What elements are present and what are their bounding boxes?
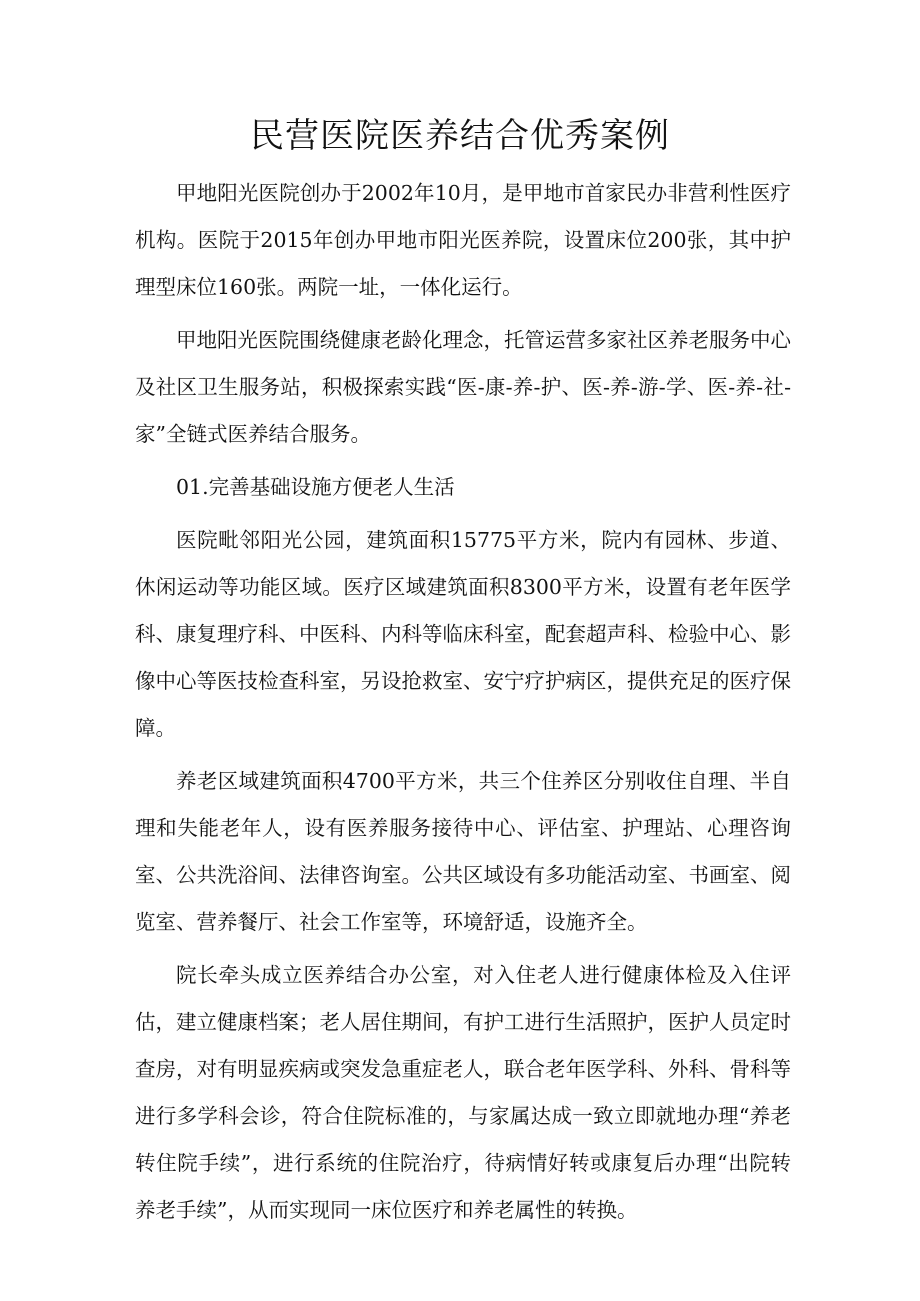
paragraph-elderly-area: 养老区域建筑面积4700平方米，共三个住养区分别收住自理、半自理和失能老年人，设有医养服务接待中心、评估室、护理站、心理咨询室、公共洗浴间、法律咨询室。公共区域设有多功能活动室、书画室、阅览室、营养餐厅、社会工作室等，环境舒适，设施齐全。 — [135, 769, 791, 934]
section-heading-01: 01.完善基础设施方便老人生活 — [176, 475, 455, 499]
paragraph-intro: 甲地阳光医院创办于2002年10月，是甲地市首家民办非营利性医疗机构。医院于2015年创办甲地市阳光医养院，设置床位200张，其中护理型床位160张。两院一址，一体化运行。 — [135, 181, 791, 299]
paragraph-services: 甲地阳光医院围绕健康老龄化理念，托管运营多家社区养老服务中心及社区卫生服务站，积极探索实践“医-康-养-护、医-养-游-学、医-养-社-家”全链式医养结合服务。 — [135, 328, 791, 446]
paragraph-office: 院长牵头成立医养结合办公室，对入住老人进行健康体检及入住评估，建立健康档案；老人居住期间，有护工进行生活照护，医护人员定时查房，对有明显疾病或突发急重症老人，联合老年医学科、外科、骨科等进行多学科会诊，符合住院标准的，与家属达成一致立即就地办理“养老转住院手续”，进行系统的住院治疗，待病情好转或康复后办理“出院转养老手续”，从而实现同一床位医疗和养老属性的转换。 — [135, 963, 791, 1222]
document-title: 民营医院医养结合优秀案例 — [250, 116, 670, 156]
paragraph-medical-area: 医院毗邻阳光公园，建筑面积15775平方米，院内有园林、步道、休闲运动等功能区域。医疗区域建筑面积8300平方米，设置有老年医学科、康复理疗科、中医科、内科等临床科室，配套超声科、检验中心、影像中心等医技检查科室，另设抢救室、安宁疗护病区，提供充足的医疗保障。 — [135, 528, 791, 740]
document-body — [135, 170, 791, 1234]
